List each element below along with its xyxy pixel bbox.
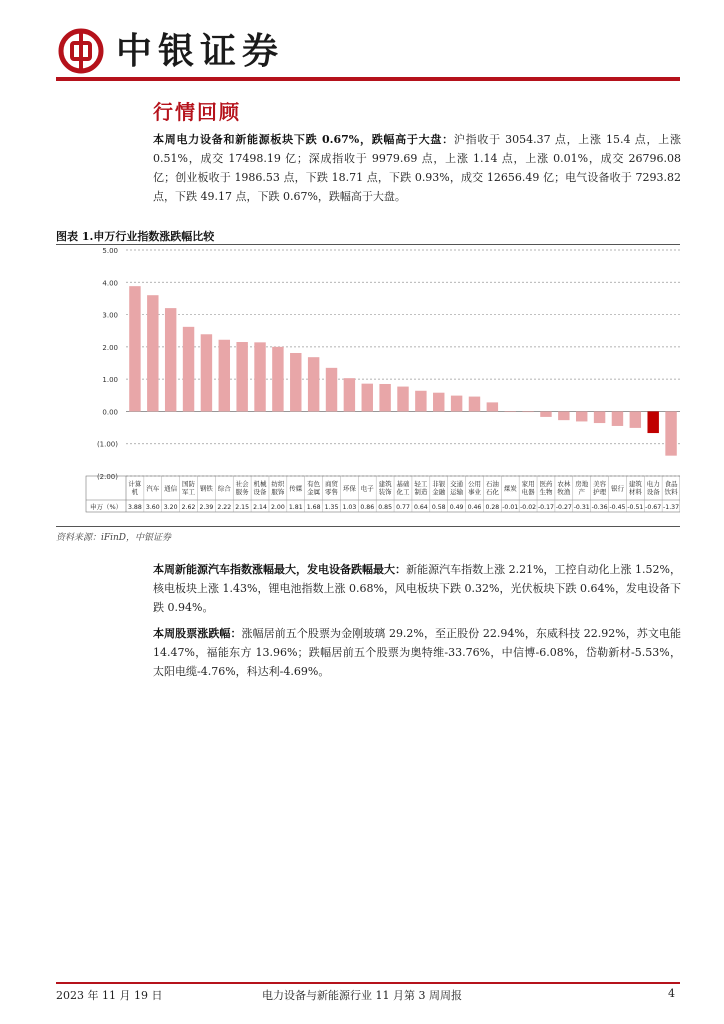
x-tick-label: 钢铁	[199, 484, 213, 493]
x-tick-label: 机械设备	[253, 480, 267, 496]
value-label: -0.45	[609, 504, 626, 511]
x-tick-label: 房地产	[575, 480, 589, 496]
bar-基础化工	[397, 387, 408, 412]
paragraph-body: 涨幅居前五个股票为金刚玻璃 29.2%，至正股份 22.94%，东威科技 22.92%，苏文电能 14.47%，福能东方 13.96%；跌幅居前五个股票为奥特维-33.76%，中信博-6.08%，岱勒新材-5.53%，太阳电缆-4.76%，科达利-4.69%。	[153, 627, 681, 678]
bar-有色金属	[308, 357, 319, 411]
bar-商贸零售	[326, 368, 337, 412]
value-label: 1.68	[306, 504, 321, 511]
value-label: 2.14	[253, 504, 267, 511]
x-tick-label: 电力设备	[646, 480, 660, 496]
bar-社会服务	[236, 342, 247, 411]
paragraph-market-review	[153, 130, 681, 206]
bar-纺织服饰	[272, 347, 283, 412]
value-label: 0.77	[396, 504, 410, 511]
bar-石油石化	[487, 402, 498, 411]
x-tick-label: 农林牧渔	[557, 480, 571, 496]
value-label: 0.58	[431, 504, 446, 511]
x-tick-label: 交通运输	[450, 480, 464, 496]
brand-name: 中银证券	[116, 30, 285, 72]
y-tick-label: 5.00	[102, 247, 118, 255]
value-label: -0.67	[645, 504, 662, 511]
paragraph-lead: 本周新能源汽车指数涨幅最大，发电设备跌幅最大：	[153, 563, 407, 576]
x-tick-label: 银行	[610, 484, 624, 493]
value-label: 0.64	[413, 504, 428, 511]
value-label: -1.37	[663, 504, 680, 511]
bar-建筑装饰	[379, 384, 390, 411]
bar-家用电器	[433, 393, 444, 412]
bar-综合	[219, 340, 230, 412]
x-tick-label: 综合	[217, 484, 231, 493]
bar-传媒	[290, 353, 301, 411]
x-tick-label: 电子	[360, 484, 374, 493]
paragraph-body: 沪指收于 3054.37 点，上涨 15.4 点，上涨 0.51%，成交 17498.19 亿；深成指收于 9979.69 点，上涨 1.14 点，上涨 0.01%，成交 26796.08 亿；创业板收于 1986.53 点，下跌 18.71 点，下跌 0.93%，成交 12656.49 亿；电气设备收于 7293.82 点，下跌 49.17 点，下跌 0.67%，跌幅高于大盘。	[153, 133, 681, 203]
x-tick-label: 建筑装饰	[378, 480, 392, 496]
bar-农林牧渔	[558, 411, 569, 420]
value-label: 2.00	[271, 504, 285, 511]
x-tick-label: 纺织服饰	[271, 480, 285, 496]
chart-bars	[129, 286, 677, 456]
value-label: -0.36	[591, 504, 608, 511]
x-tick-label: 汽车	[146, 484, 160, 493]
value-label: -0.01	[502, 504, 519, 511]
value-label: 1.81	[288, 504, 303, 511]
x-tick-label: 家用电器	[521, 480, 535, 496]
bar-家用电器	[522, 411, 533, 412]
bar-交通运输	[451, 396, 462, 412]
figure-bottom-rule	[56, 526, 680, 527]
value-label: -0.17	[537, 504, 554, 511]
bar-公用事业	[469, 397, 480, 412]
bar-环保	[344, 378, 355, 411]
value-label: 0.85	[378, 504, 393, 511]
bar-电力设备	[647, 411, 658, 433]
value-label: 3.20	[163, 504, 178, 511]
figure-source: 资料来源：iFinD，中银证券	[56, 533, 172, 543]
paragraph-body: 新能源汽车指数上涨 2.21%，工控自动化上涨 1.52%，核电板块上涨 1.43%，锂电池指数上涨 0.68%，风电板块下跌 0.32%，光伏板块下跌 0.64%，发电设备下跌 0.94%。	[153, 563, 681, 614]
y-tick-label: (2.00)	[96, 473, 118, 481]
paragraph-lead: 本周股票涨跌幅：	[153, 627, 242, 640]
x-tick-label: 建筑材料	[628, 480, 642, 496]
value-label: 2.39	[199, 504, 214, 511]
x-tick-label: 有色金属	[307, 480, 321, 496]
value-label: 2.62	[181, 504, 196, 511]
paragraph-sector-index	[153, 560, 681, 617]
chart-data-table	[86, 476, 680, 512]
value-label: -0.27	[555, 504, 572, 511]
value-label: 2.22	[217, 504, 232, 511]
x-tick-label: 美容护理	[593, 480, 607, 496]
y-tick-label: 4.00	[102, 279, 118, 288]
x-tick-label: 环保	[342, 484, 356, 493]
bar-通信	[165, 308, 176, 411]
x-tick-label: 计算机	[128, 480, 142, 496]
figure-title: 图表 1.申万行业指数涨跌幅比较	[56, 230, 215, 243]
value-label: 2.15	[235, 504, 250, 511]
footer-page-number: 4	[668, 987, 675, 1000]
page-header	[0, 0, 724, 90]
value-label: -0.02	[520, 504, 537, 511]
bar-机械设备	[254, 342, 265, 411]
value-label: -0.31	[573, 504, 590, 511]
value-label: 0.46	[467, 504, 482, 511]
bar-钢铁	[201, 334, 212, 411]
industry-change-bar-chart	[56, 244, 680, 526]
bar-国防军工	[183, 327, 194, 412]
value-label: 1.03	[342, 504, 357, 511]
x-tick-label: 通信	[164, 484, 178, 493]
bar-煤炭	[505, 411, 516, 412]
bar-银行	[612, 411, 623, 426]
value-label: 1.35	[324, 504, 339, 511]
bar-轻工制造	[415, 391, 426, 412]
x-tick-label: 石油石化	[485, 480, 499, 496]
x-tick-label: 轻工制造	[414, 480, 428, 496]
footer-report-title: 电力设备与新能源行业 11 月第 3 周周报	[262, 989, 462, 1002]
x-tick-label: 基础化工	[396, 480, 410, 496]
value-label: 0.49	[449, 504, 464, 511]
paragraph-stocks	[153, 624, 681, 681]
value-label: 3.60	[145, 504, 160, 511]
footer-date: 2023 年 11 月 19 日	[56, 989, 163, 1002]
value-label: 0.86	[360, 504, 375, 511]
value-label: -0.51	[627, 504, 644, 511]
section-title: 行情回顾	[153, 100, 241, 124]
series-label: 申万（%）	[90, 503, 123, 511]
x-tick-label: 公用事业	[467, 480, 481, 496]
bank-of-china-logo-icon	[58, 28, 104, 74]
y-tick-label: 2.00	[102, 343, 118, 352]
header-rule	[56, 77, 680, 81]
x-tick-label: 非银金融	[432, 480, 446, 496]
value-label: 0.28	[485, 504, 500, 511]
x-tick-label: 食品饮料	[664, 480, 678, 496]
x-tick-label: 国防军工	[182, 480, 196, 496]
bar-电子	[362, 384, 373, 412]
bar-食品饮料	[665, 411, 676, 455]
bar-美容护理	[594, 411, 605, 423]
x-tick-label: 社会服务	[235, 480, 249, 496]
y-tick-label: 3.00	[102, 311, 118, 320]
x-tick-label: 传媒	[289, 484, 303, 493]
x-tick-label: 煤炭	[503, 484, 517, 493]
y-tick-label: (1.00)	[96, 440, 118, 449]
bar-医药生物	[540, 411, 551, 416]
y-tick-label: 0.00	[102, 408, 118, 417]
x-tick-label: 医药生物	[539, 480, 553, 496]
y-tick-label: 1.00	[102, 376, 118, 385]
bar-计算机	[129, 286, 140, 411]
footer-rule	[56, 982, 680, 984]
paragraph-lead: 本周电力设备和新能源板块下跌 0.67%，跌幅高于大盘：	[153, 133, 454, 146]
bar-房地产	[576, 411, 587, 421]
bar-建筑材料	[630, 411, 641, 427]
value-label: 3.88	[128, 504, 142, 511]
x-tick-label: 商贸零售	[325, 480, 339, 496]
bar-汽车	[147, 295, 158, 411]
